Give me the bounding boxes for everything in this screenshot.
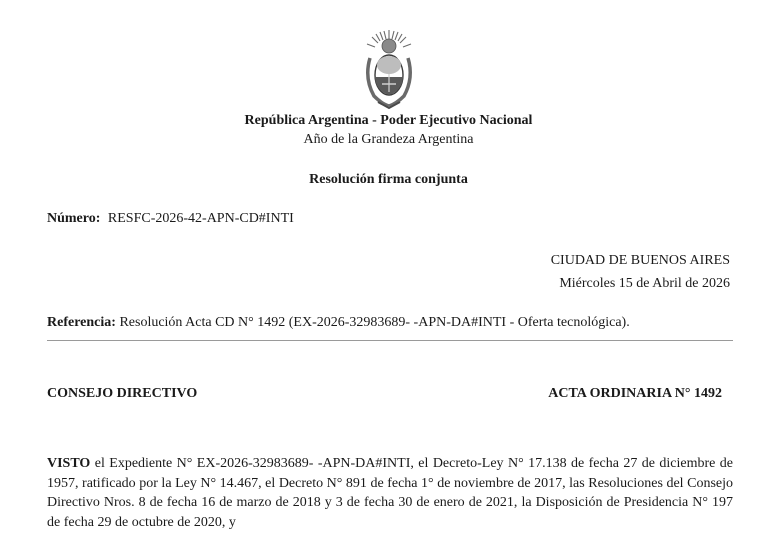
argentina-coat-of-arms-icon [360,28,418,110]
reference-label: Referencia: [47,315,116,330]
reference [47,315,630,331]
number-value: RESFC-2026-42-APN-CD#INTI [107,211,294,226]
visto-text: el Expediente N° EX-2026-32983689- -APN-DA#INTI, el Decreto-Ley N° 17.138 de fecha 27 de diciembre de 1957, ratificado por la Ley N° 14.467, el Decreto N° 891 de fecha 1° de noviembre de 2017, las Resoluciones del Consejo Directivo Nros. 8 de fecha 16 de marzo de 2018 y 3 de fecha 30 de enero de 2021, la Disposición de Presidencia N° 197 de fecha 29 de octubre de 2020, y [47,456,733,530]
visto-paragraph [47,454,733,532]
year-motto: Año de la Grandeza Argentina [303,132,474,147]
government-heading: República Argentina - Poder Ejecutivo Nacional [244,113,533,128]
date: Miércoles 15 de Abril de 2026 [559,276,730,291]
document-number [47,211,294,227]
acta-number: ACTA ORDINARIA N° 1492 [548,386,722,401]
document-type: Resolución firma conjunta [309,172,468,187]
number-label: Número: [47,211,101,226]
reference-value: Resolución Acta CD N° 1492 (EX-2026-32983689- -APN-DA#INTI - Oferta tecnológica). [115,315,630,330]
visto-label: VISTO [47,456,91,471]
city: CIUDAD DE BUENOS AIRES [550,253,730,268]
council-name: CONSEJO DIRECTIVO [47,386,198,401]
divider [47,340,733,341]
